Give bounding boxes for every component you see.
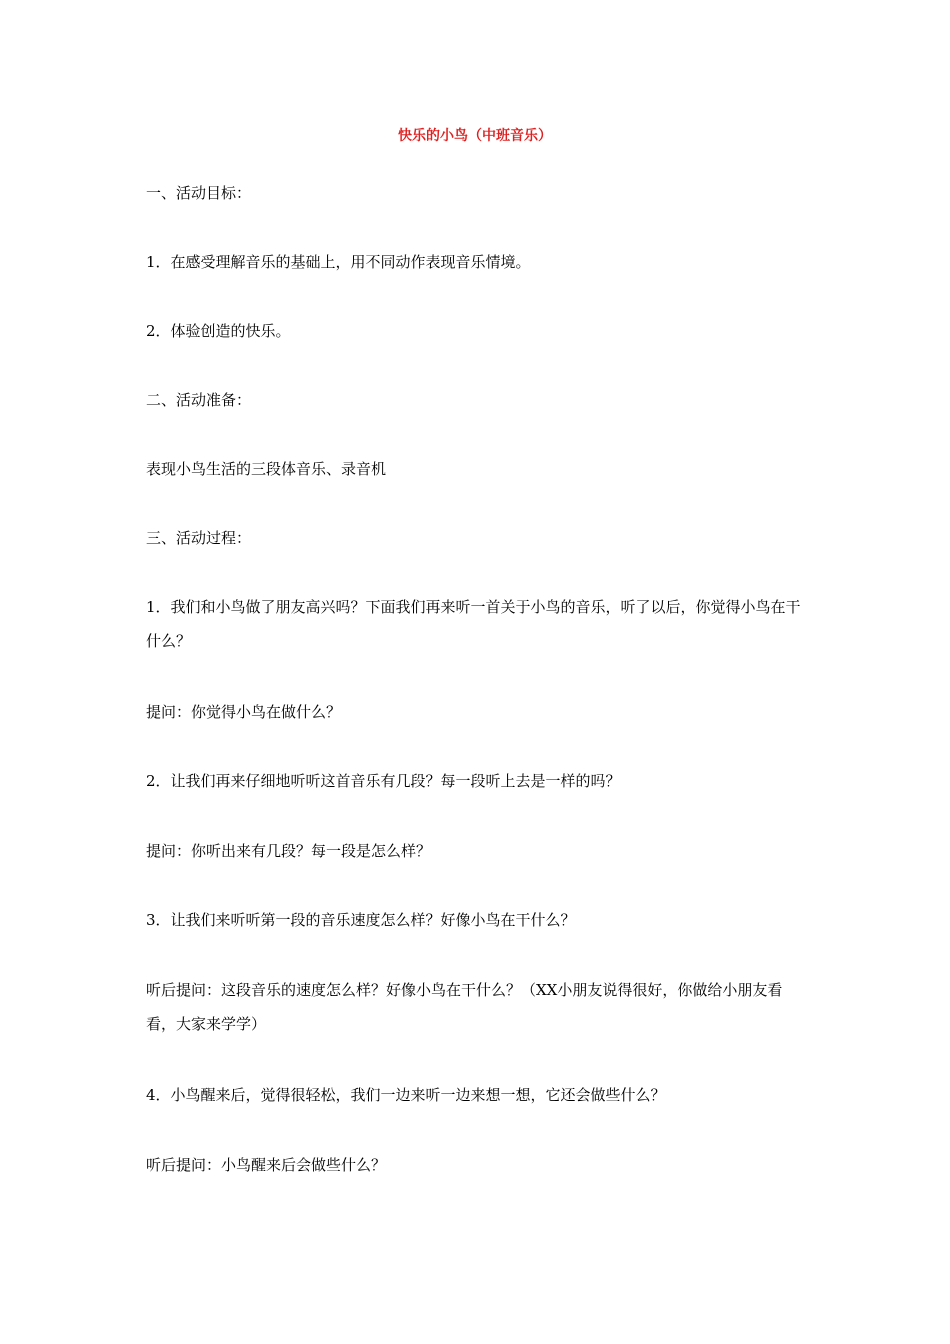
goal-item-2: 2．体验创造的快乐。 (146, 322, 291, 340)
section-heading-goals: 一、活动目标： (146, 184, 252, 202)
process-question-2: 提问：你听出来有几段？每一段是怎么样？ (146, 842, 432, 860)
process-step-4: 4．小鸟醒来后，觉得很轻松，我们一边来听一边来想一想，它还会做些什么？ (146, 1086, 666, 1104)
section-heading-preparation: 二、活动准备： (146, 391, 252, 409)
process-question-3: 听后提问：这段音乐的速度怎么样？好像小鸟在干什么？（XX小朋友说得很好，你做给小朋友看看，大家来学学） (146, 981, 783, 1033)
goal-item-1: 1．在感受理解音乐的基础上，用不同动作表现音乐情境。 (146, 253, 531, 271)
process-step-3: 3．让我们来听听第一段的音乐速度怎么样？好像小鸟在干什么？ (146, 911, 576, 929)
process-step-2: 2．让我们再来仔细地听听这首音乐有几段？每一段听上去是一样的吗？ (146, 772, 621, 790)
section-heading-process: 三、活动过程： (146, 529, 252, 547)
document-title: 快乐的小鸟（中班音乐） (398, 128, 552, 144)
process-question-1: 提问：你觉得小鸟在做什么？ (146, 703, 342, 721)
preparation-text: 表现小鸟生活的三段体音乐、录音机 (146, 460, 387, 478)
process-step-1: 1．我们和小鸟做了朋友高兴吗？下面我们再来听一首关于小鸟的音乐，听了以后，你觉得小鸟在干什么？ (146, 598, 801, 650)
process-question-4: 听后提问：小鸟醒来后会做些什么？ (146, 1156, 387, 1174)
